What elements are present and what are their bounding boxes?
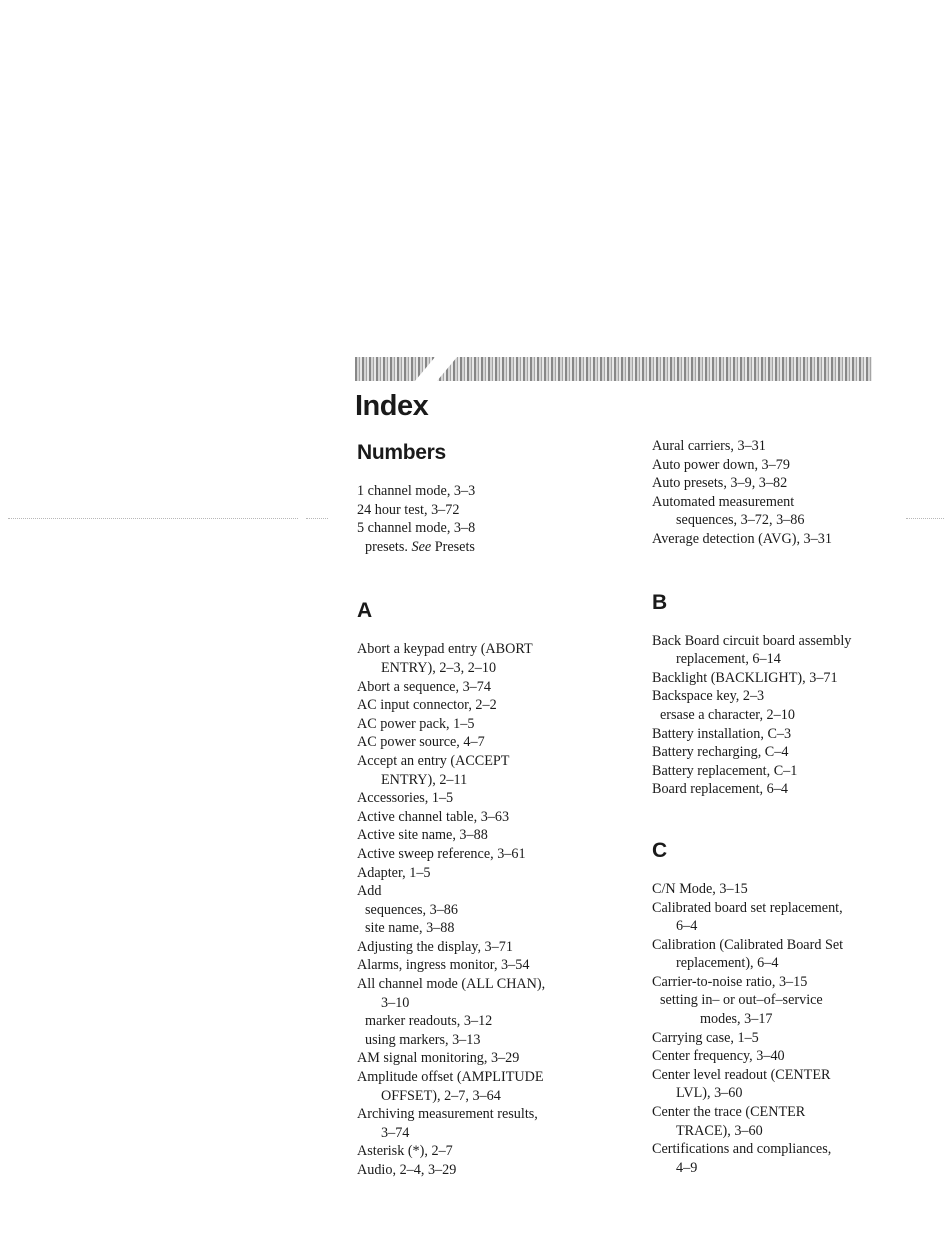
index-subentry: replacement), 6–4 [676, 955, 779, 972]
section-heading: A [357, 599, 372, 623]
index-subentry: OFFSET), 2–7, 3–64 [381, 1087, 501, 1104]
index-section-numbers [357, 438, 637, 556]
index-subentry: ENTRY), 2–11 [381, 771, 468, 788]
index-entry: Center frequency, 3–40 [652, 1048, 785, 1065]
index-entry: Auto presets, 3–9, 3–82 [652, 475, 788, 492]
index-subentry: using markers, 3–13 [365, 1031, 481, 1048]
index-entry: Audio, 2–4, 3–29 [357, 1162, 457, 1178]
index-subentry: LVL), 3–60 [676, 1085, 743, 1102]
left-margin-dotted-rule [8, 518, 298, 519]
index-entry: Average detection (AVG), 3–31 [652, 530, 832, 547]
index-entry: Battery recharging, C–4 [652, 744, 789, 761]
index-entry: Abort a keypad entry (ABORT [357, 641, 533, 658]
index-entry: Abort a sequence, 3–74 [357, 678, 491, 695]
index-right-column [652, 437, 932, 1177]
index-subentry: marker readouts, 3–12 [365, 1013, 493, 1030]
index-entry: Accept an entry (ACCEPT [357, 752, 510, 769]
index-subentry: replacement, 6–14 [676, 651, 781, 668]
index-subentry: 6–4 [676, 918, 698, 935]
index-entry: Calibrated board set replacement, [652, 899, 843, 916]
index-entry: AM signal monitoring, 3–29 [357, 1050, 520, 1067]
left-margin-dotted-tick [306, 518, 328, 519]
index-entry: AC power source, 4–7 [357, 734, 485, 751]
index-section-continued [652, 437, 932, 549]
chapter-header-bar [355, 357, 872, 381]
index-entry: Accessories, 1–5 [357, 790, 454, 807]
index-section-c [652, 836, 932, 1178]
index-entry: Asterisk (*), 2–7 [357, 1143, 453, 1160]
index-entry: Center level readout (CENTER [652, 1066, 831, 1083]
page-title: Index [355, 390, 429, 422]
section-heading: B [652, 590, 667, 614]
index-entry: Carrying case, 1–5 [652, 1029, 759, 1046]
index-entry: Backspace key, 2–3 [652, 688, 765, 705]
index-subentry: site name, 3–88 [365, 920, 455, 937]
index-entry: Active channel table, 3–63 [357, 808, 510, 825]
index-entry: Active sweep reference, 3–61 [357, 845, 526, 862]
index-section-a [357, 596, 637, 1179]
index-entry: 5 channel mode, 3–8 [357, 520, 476, 537]
index-entry: Alarms, ingress monitor, 3–54 [357, 957, 530, 974]
index-entry: Backlight (BACKLIGHT), 3–71 [652, 669, 838, 686]
index-subentry: presets. See Presets [365, 538, 475, 555]
index-entry: C/N Mode, 3–15 [652, 880, 748, 897]
index-entry: AC input connector, 2–2 [357, 697, 497, 714]
index-subentry: ENTRY), 2–3, 2–10 [381, 659, 497, 676]
index-subentry: sequences, 3–86 [365, 901, 458, 918]
index-entry: Adapter, 1–5 [357, 864, 431, 881]
index-entry: Center the trace (CENTER [652, 1104, 806, 1121]
index-subentry: setting in– or out–of–service [660, 992, 823, 1009]
index-subentry: sequences, 3–72, 3–86 [676, 512, 805, 529]
index-entry: Archiving measurement results, [357, 1106, 538, 1123]
index-subentry: 3–10 [381, 994, 410, 1011]
index-entry: Amplitude offset (AMPLITUDE [357, 1069, 544, 1086]
index-entry: Board replacement, 6–4 [652, 781, 788, 798]
index-entry: Active site name, 3–88 [357, 827, 488, 844]
index-entry: Adjusting the display, 3–71 [357, 938, 513, 955]
index-entry: Calibration (Calibrated Board Set [652, 936, 844, 953]
section-heading: C [652, 838, 667, 862]
index-subentry: 4–9 [676, 1159, 698, 1176]
index-subentry: ersase a character, 2–10 [660, 706, 795, 723]
index-entry: Back Board circuit board assembly [652, 632, 852, 649]
header-bar-slash [413, 355, 458, 383]
section-gap [652, 799, 932, 836]
index-entry: Battery installation, C–3 [652, 725, 792, 742]
index-entry: Auto power down, 3–79 [652, 456, 790, 473]
index-left-column [357, 438, 637, 1180]
index-entry: Aural carriers, 3–31 [652, 438, 766, 454]
index-subentry: 3–74 [381, 1124, 410, 1141]
index-entry: Automated measurement [652, 493, 795, 510]
index-entry: Certifications and compliances, [652, 1141, 832, 1158]
index-entry: Carrier-to-noise ratio, 3–15 [652, 973, 808, 990]
section-gap [357, 556, 637, 596]
index-entry: All channel mode (ALL CHAN), [357, 976, 546, 993]
section-gap [652, 549, 932, 588]
index-entry: Add [357, 883, 382, 900]
index-section-b [652, 588, 932, 799]
index-entry: 24 hour test, 3–72 [357, 501, 460, 518]
index-entry: 1 channel mode, 3–3 [357, 483, 476, 499]
index-subentry: TRACE), 3–60 [676, 1122, 763, 1139]
index-subentry: modes, 3–17 [700, 1011, 773, 1028]
index-entry: Battery replacement, C–1 [652, 762, 798, 779]
index-entry: AC power pack, 1–5 [357, 715, 475, 732]
section-heading: Numbers [357, 441, 446, 464]
